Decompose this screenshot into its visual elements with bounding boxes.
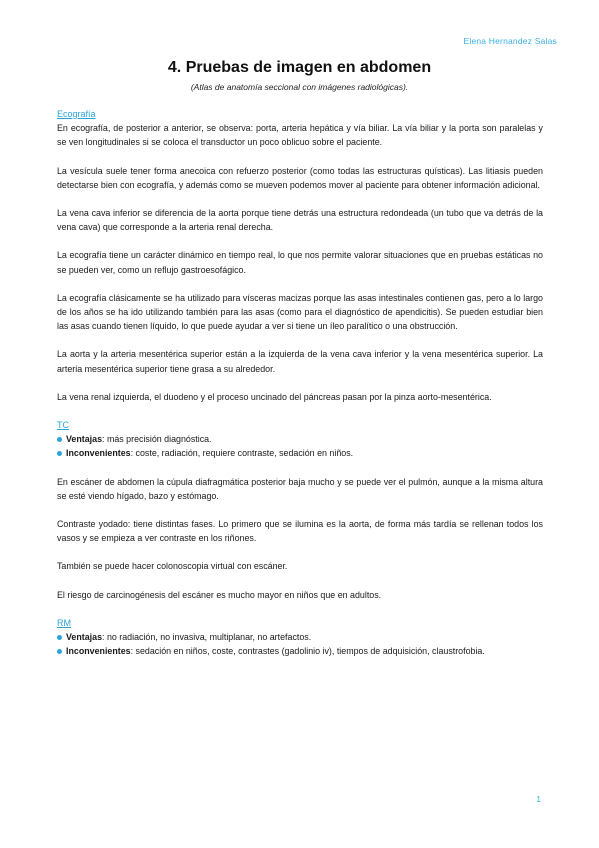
paragraph: El riesgo de carcinogénesis del escáner es mucho mayor en niños que en adultos. — [57, 589, 382, 600]
paragraph: En ecografía, de posterior a anterior, se observa: porta, arteria hepática y vía biliar. La vía biliar y la porta son paralelas y se ven longitudinales si se coloca el transductor un poco oblicuo sobre el paciente. — [57, 123, 543, 148]
page-title: 4. Pruebas de imagen en abdomen — [167, 59, 432, 76]
paragraph: La ecografía clásicamente se ha utilizado para vísceras macizas porque las asas intestinales contienen gas, pero a lo largo de los años se ha ido utilizando también para las asas (como para el diagnóstico de apendicitis). Se pueden estudiar bien las asas cuando tienen líquido, lo que puede ayudar a ver si tiene un íleo paralítico o una obstrucción. — [57, 292, 543, 332]
tc-bullet-list — [57, 432, 543, 460]
paragraph: La vesícula suele tener forma anecoica con refuerzo posterior (como todas las estructuras quísticas). Las litiasis pueden detectarse bien con ecografía, y además como se mueven podemos mover al paciente para obtener información adicional. — [57, 165, 543, 190]
list-item — [57, 630, 543, 644]
rm-bullet-list — [57, 630, 543, 658]
section-heading-ecografia[interactable]: Ecografía — [57, 109, 96, 119]
section-heading-rm[interactable]: RM — [57, 617, 71, 628]
paragraph: La aorta y la arteria mesentérica superior están a la izquierda de la vena cava inferior y la vena mesentérica superior. La arteria mesentérica superior tiene grasa a su alrededor. — [57, 349, 543, 374]
list-item — [57, 446, 543, 460]
bullet-label: Ventajas — [66, 434, 103, 445]
bullet-label: Inconvenientes — [66, 646, 131, 657]
bullet-text: : coste, radiación, requiere contraste, sedación en niños. — [130, 448, 354, 459]
main-content — [57, 107, 543, 672]
author-header: Elena Hernandez Salas — [463, 36, 557, 46]
paragraph: La vena cava inferior se diferencia de la aorta porque tiene detrás una estructura redondeada (un tubo que va detrás de la vena cava) que corresponde a la arteria renal derecha. — [57, 208, 543, 233]
page-subtitle: (Atlas de anatomía seccional con imágenes radiológicas). — [190, 82, 409, 92]
paragraph: La vena renal izquierda, el duodeno y el proceso uncinado del páncreas pasan por la pinza aorto-mesentérica. — [57, 391, 492, 402]
section-heading-tc[interactable]: TC — [57, 420, 69, 431]
bullet-text: : sedación en niños, coste, contrastes (gadolinio iv), tiempos de adquisición, claustrofobia. — [130, 646, 485, 657]
list-item — [57, 644, 543, 658]
paragraph: También se puede hacer colonoscopia virtual con escáner. — [57, 561, 288, 572]
paragraph: En escáner de abdomen la cúpula diafragmática posterior baja mucho y se puede ver el pulmón, aunque a la misma altura se esté viendo hígado, bazo y estómago. — [57, 476, 543, 501]
page-number: 1 — [536, 794, 541, 804]
bullet-text: : más precisión diagnóstica. — [102, 434, 212, 445]
paragraph: La ecografía tiene un carácter dinámico en tiempo real, lo que nos permite valorar situaciones que en pruebas estáticas no se pueden ver, como un reflujo gastroesofágico. — [57, 250, 543, 275]
bullet-text: : no radiación, no invasiva, multiplanar, no artefactos. — [102, 632, 312, 643]
paragraph: Contraste yodado: tiene distintas fases. Lo primero que se ilumina es la aorta, de forma más tardía se rellenan todos los vasos y se empieza a ver contraste en los riñones. — [57, 519, 543, 544]
bullet-label: Ventajas — [66, 632, 103, 643]
bullet-label: Inconvenientes — [66, 448, 131, 459]
list-item — [57, 432, 543, 446]
